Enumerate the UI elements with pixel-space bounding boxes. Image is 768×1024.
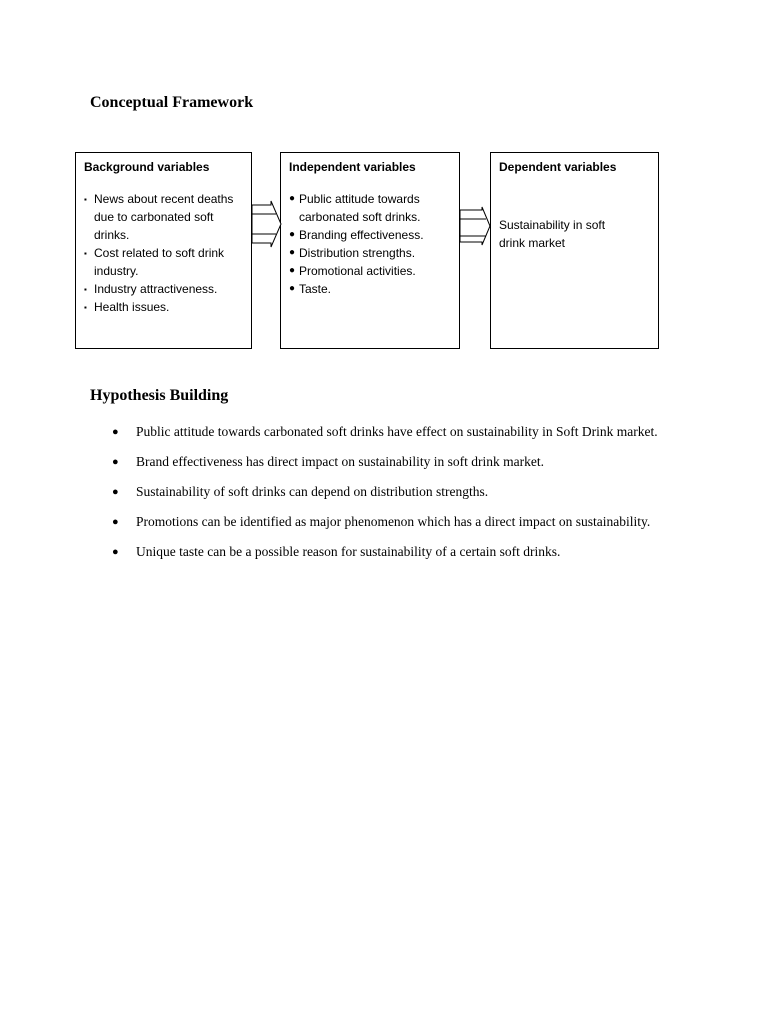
- list-item: ● Sustainability of soft drinks can depend on distribution strengths.: [100, 478, 677, 506]
- square-bullet-icon: ▪: [84, 285, 87, 294]
- round-bullet-icon: ●: [289, 247, 296, 258]
- dependent-variable-text: Sustainability in soft drink market: [499, 218, 606, 250]
- list-item: ● Promotions can be identified as major phenomenon which has a direct impact on sustainability.: [100, 508, 677, 536]
- bullet-icon: ●: [112, 426, 119, 438]
- arrow-right-icon: [252, 201, 281, 247]
- box-title: Dependent variables: [499, 160, 617, 174]
- round-bullet-icon: ●: [289, 283, 296, 294]
- box-title: Background variables: [84, 160, 210, 174]
- bullet-icon: ●: [112, 456, 119, 468]
- section-heading-hypothesis-building: Hypothesis Building: [90, 387, 229, 404]
- square-bullet-icon: ▪: [84, 195, 87, 204]
- list-item: ● Brand effectiveness has direct impact on sustainability in soft drink market.: [100, 448, 677, 476]
- bullet-icon: ●: [112, 516, 119, 528]
- list-item: ● Branding effectiveness.: [289, 228, 424, 242]
- list-item: ▪ Cost related to soft drink industry.: [84, 246, 225, 278]
- round-bullet-icon: ●: [289, 193, 296, 204]
- list-item: ▪ Health issues.: [84, 298, 243, 316]
- square-bullet-icon: ▪: [84, 303, 87, 312]
- list-item: ● Taste.: [289, 282, 332, 296]
- list-item: ● Promotional activities.: [289, 264, 416, 278]
- round-bullet-icon: ●: [289, 265, 296, 276]
- list-item: ▪ Industry attractiveness.: [84, 280, 243, 298]
- list-item: ● Distribution strengths.: [289, 246, 416, 260]
- hypothesis-list: [100, 418, 677, 568]
- box-title: Independent variables: [289, 160, 416, 174]
- list-item: ● Public attitude towards carbonated soft drinks.: [289, 192, 421, 224]
- bullet-icon: ●: [112, 546, 119, 558]
- section-heading-conceptual-framework: Conceptual Framework: [90, 94, 254, 111]
- list-item: ▪ News about recent deaths due to carbonated soft drinks.: [84, 192, 234, 242]
- square-bullet-icon: ▪: [84, 249, 87, 258]
- list-item: ● Unique taste can be a possible reason for sustainability of a certain soft drinks.: [100, 538, 677, 566]
- bullet-icon: ●: [112, 486, 119, 498]
- arrow-right-icon: [460, 207, 490, 245]
- list-item: ● Public attitude towards carbonated soft drinks have effect on sustainability in Soft Drink market.: [100, 418, 677, 446]
- round-bullet-icon: ●: [289, 229, 296, 240]
